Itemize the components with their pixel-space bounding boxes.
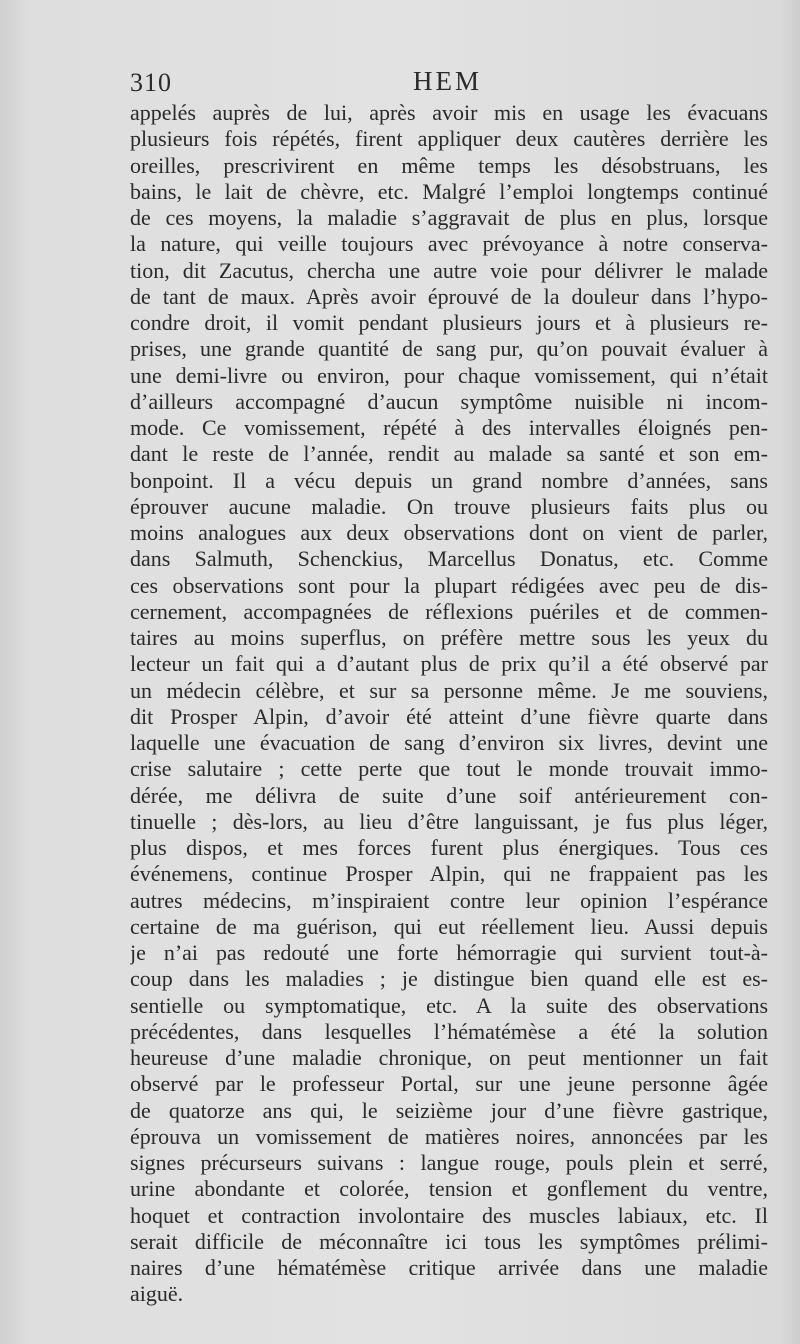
body-text <box>130 100 768 1308</box>
text-line: de tant de maux. Après avoir éprouvé de la douleur dans l’hypo- <box>130 283 768 309</box>
text-line: signes précurseurs suivans : langue rouge, pouls plein et serré, <box>130 1150 768 1175</box>
text-line: ces observations sont pour la plupart rédigées avec peu de dis- <box>130 572 768 598</box>
text-line: précédentes, dans lesquelles l’hématémèse a été la solution <box>130 1018 768 1044</box>
text-line: laquelle une évacuation de sang d’environ six livres, devint une <box>130 730 768 755</box>
text-line: dant le reste de l’année, rendit au malade sa santé et son em- <box>130 441 768 467</box>
text-line: éprouva un vomissement de matières noires, annoncées par les <box>130 1123 768 1149</box>
text-line: bains, le lait de chèvre, etc. Malgré l’emploi longtemps continué <box>130 178 768 204</box>
text-line: éprouver aucune maladie. On trouve plusieurs faits plus ou <box>130 493 768 519</box>
text-line: coup dans les maladies ; je distingue bien quand elle est es- <box>130 966 768 992</box>
text-line: aiguë. <box>130 1281 184 1307</box>
text-line: un médecin célèbre, et sur sa personne même. Je me souviens, <box>130 677 768 703</box>
text-line: crise salutaire ; cette perte que tout le monde trouvait immo- <box>130 756 768 782</box>
text-line: mode. Ce vomissement, répété à des intervalles éloignés pen- <box>130 415 768 440</box>
text-line: condre droit, il vomit pendant plusieurs jours et à plusieurs re- <box>130 310 768 335</box>
text-line: d’ailleurs accompagné d’aucun symptôme nuisible ni incom- <box>130 388 768 414</box>
page-header <box>130 64 770 98</box>
text-line: dit Prosper Alpin, d’avoir été atteint d’une fièvre quarte dans <box>130 703 768 729</box>
text-line: urine abondante et colorée, tension et gonflement du ventre, <box>130 1176 768 1202</box>
text-line: dans Salmuth, Schenckius, Marcellus Donatus, etc. Comme <box>130 546 768 572</box>
text-line: autres médecins, m’inspiraient contre leur opinion l’espérance <box>130 887 768 913</box>
text-line: de quatorze ans qui, le seizième jour d’une fièvre gastrique, <box>130 1097 768 1123</box>
text-line: la nature, qui veille toujours avec prévoyance à notre conserva- <box>130 231 768 257</box>
text-line: oreilles, prescrivirent en même temps les désobstruans, les <box>130 152 768 178</box>
running-head: HEM <box>413 66 482 96</box>
text-line: cernement, accompagnées de réflexions puériles et de commen- <box>130 598 768 624</box>
text-line: serait difficile de méconnaître ici tous les symptômes prélimi- <box>130 1228 768 1254</box>
text-line: prises, une grande quantité de sang pur, qu’on pouvait évaluer à <box>130 336 768 362</box>
text-line: plusieurs fois répétés, firent appliquer deux cautères derrière les <box>130 126 768 152</box>
text-line: naires d’une hématémèse critique arrivée dans une maladie <box>130 1255 768 1280</box>
text-line: dérée, me délivra de suite d’une soif antérieurement con- <box>130 782 768 808</box>
text-line: taires au moins superflus, on préfère mettre sous les yeux du <box>130 625 768 650</box>
text-line: bonpoint. Il a vécu depuis un grand nombre d’années, sans <box>130 467 768 493</box>
text-line: une demi-livre ou environ, pour chaque vomissement, qui n’était <box>130 362 768 388</box>
text-line: de ces moyens, la maladie s’aggravait de plus en plus, lorsque <box>130 205 768 230</box>
text-line: tinuelle ; dès-lors, au lieu d’être languissant, je fus plus léger, <box>130 808 768 834</box>
text-line: plus dispos, et mes forces furent plus énergiques. Tous ces <box>130 835 768 860</box>
text-line: heureuse d’une maladie chronique, on peut mentionner un fait <box>130 1045 768 1070</box>
text-line: appelés auprès de lui, après avoir mis en usage les évacuans <box>130 100 768 125</box>
text-line: événemens, continue Prosper Alpin, qui ne frappaient pas les <box>130 861 768 887</box>
text-line: lecteur un fait qui a d’autant plus de prix qu’il a été observé par <box>130 651 768 677</box>
text-line: sentielle ou symptomatique, etc. A la suite des observations <box>130 992 768 1018</box>
text-line: moins analogues aux deux observations dont on vient de parler, <box>130 520 768 545</box>
text-line: observé par le professeur Portal, sur une jeune personne âgée <box>130 1071 768 1097</box>
text-line: tion, dit Zacutus, chercha une autre voie pour délivrer le malade <box>130 257 768 283</box>
text-line: certaine de ma guérison, qui eut réellement lieu. Aussi depuis <box>130 913 768 939</box>
text-line: je n’ai pas redouté une forte hémorragie qui survient tout-à- <box>130 940 768 965</box>
page-number: 310 <box>130 68 172 97</box>
text-line: hoquet et contraction involontaire des muscles labiaux, etc. Il <box>130 1202 768 1228</box>
